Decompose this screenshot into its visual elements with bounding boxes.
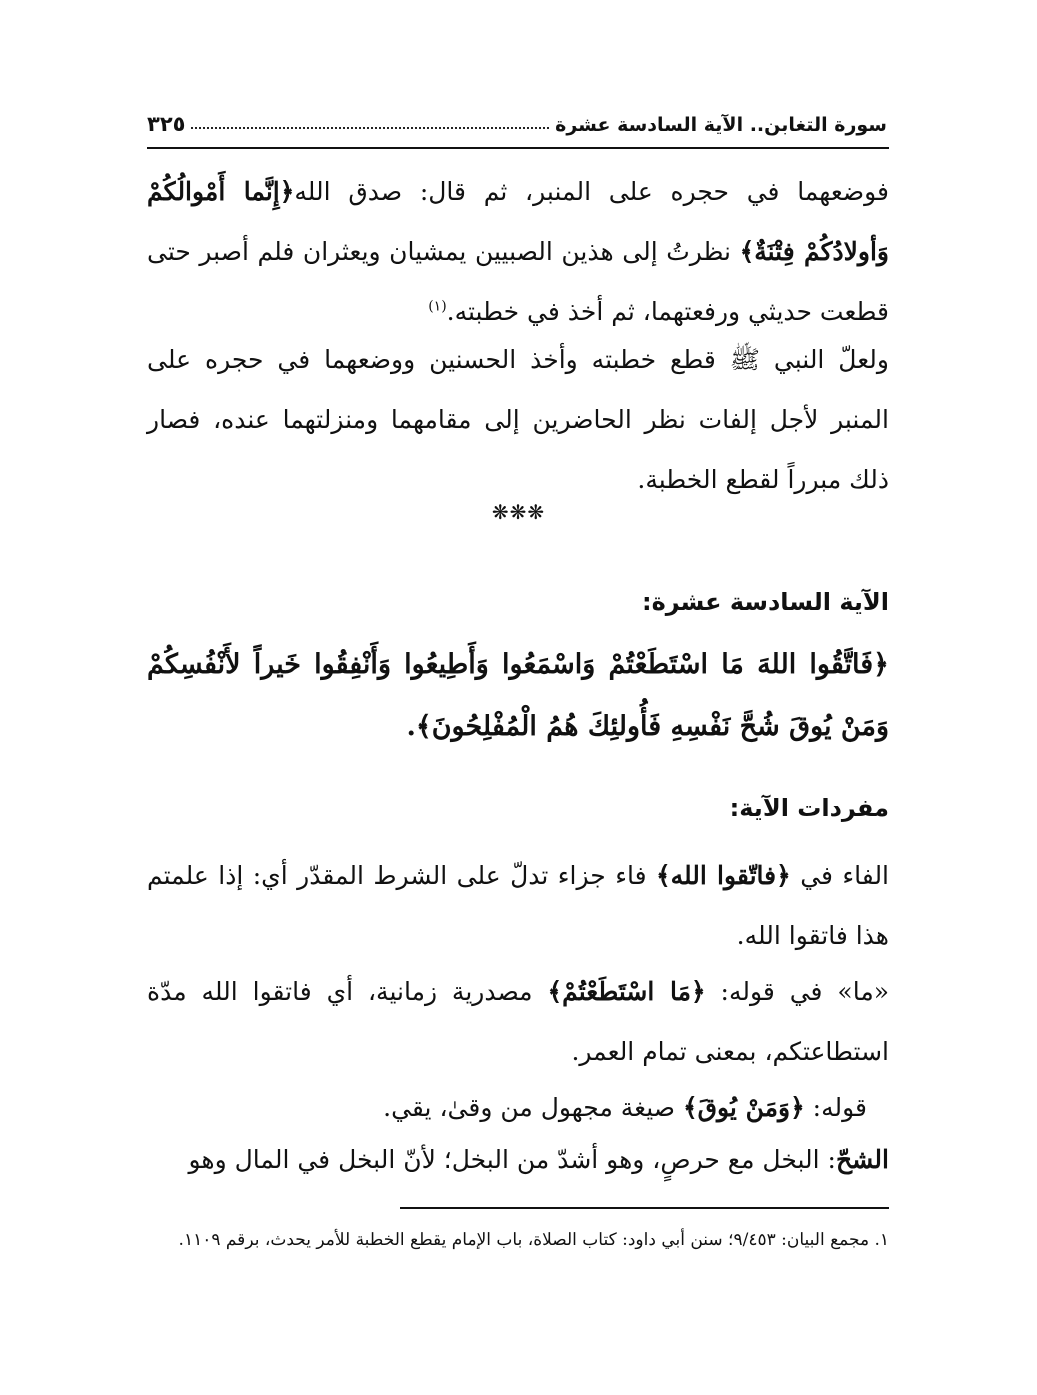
vocab-entry (147, 1078, 889, 1138)
vocab-entry (147, 962, 889, 1082)
quran-quote: ﴿وَمَنْ يُوقَ﴾ (682, 1093, 805, 1122)
paragraph-continuation (147, 162, 889, 342)
paragraph-text: فوضعهما في حجره على المنبر، ثم قال: صدق الله (294, 177, 889, 206)
entry-text: صيغة مجهول من وقىٰ، يقي. (383, 1093, 683, 1122)
vocabulary-heading: مفردات الآية: (729, 794, 889, 822)
entry-text: مصدرية زمانية، أي فاتقوا الله مدّة استطاعتكم، بمعنى تمام العمر. (147, 977, 889, 1066)
quran-quote: ﴿مَا اسْتَطَعْتُمْ﴾ (547, 977, 706, 1006)
vocab-entry (147, 1130, 889, 1190)
paragraph-text: نظرتُ إلى هذين الصبيين يمشيان ويعثران فلم أصبر حتى قطعت حديثي ورفعتهما، ثم أخذ في خطبته. (147, 237, 889, 326)
footnote: ١. مجمع البيان: ٩/٤٥٣؛ سنن أبي داود: كتاب الصلاة، باب الإمام يقطع الخطبة للأمر يحدث، برقم ١١٠٩. (178, 1230, 889, 1250)
entry-text: : البخل مع حرصٍ، وهو أشدّ من البخل؛ لأنّ البخل في المال وهو (188, 1145, 836, 1174)
paragraph-commentary: ولعلّ النبي ﷺ قطع خطبته وأخذ الحسنين ووضعهما في حجره على المنبر لأجل إلفات نظر الحاضرين إلى مقامهما ومنزلتهما عنده، فصار ذلك مبرراً لقطع الخطبة. (147, 345, 889, 494)
entry-text: «ما» في قوله: (705, 977, 890, 1006)
header-leader-dots (191, 127, 549, 129)
vocab-entry (147, 846, 889, 966)
page-number: ٣٢٥ (147, 112, 186, 136)
term: الشحّ (835, 1145, 889, 1174)
entry-text: قوله: (804, 1093, 867, 1122)
section-heading: الآية السادسة عشرة: (641, 588, 889, 616)
quran-verse: ﴿فَاتَّقُوا اللهَ مَا اسْتَطَعْتُمْ وَاسْمَعُوا وَأَطِيعُوا وَأَنْفِقُوا خَيراً لأَنْفُسِكُمْ وَمَنْ يُوقَ شُحَّ نَفْسِهِ فَأُولئِكَ هُمُ الْمُفْلِحُونَ﴾. (147, 649, 889, 742)
header-rule (147, 147, 889, 149)
quran-quote: ﴿إِنَّما أَمْوالُكُمْ وَأولادُكُمْ فِتْنَةٌ﴾ (147, 177, 889, 266)
running-title: سورة التغابن.. الآية السادسة عشرة (555, 114, 887, 136)
footnote-rule (400, 1207, 889, 1209)
footnote-reference[interactable]: (١) (428, 298, 447, 315)
entry-text: فاء جزاء تدلّ على الشرط المقدّر أي: إذا علمتم هذا فاتقوا الله. (147, 861, 889, 950)
section-separator: ❋❋❋ (491, 500, 546, 524)
running-header (147, 100, 887, 136)
quran-quote: ﴿فاتّقوا الله﴾ (655, 861, 791, 890)
entry-text: الفاء في (790, 861, 890, 890)
